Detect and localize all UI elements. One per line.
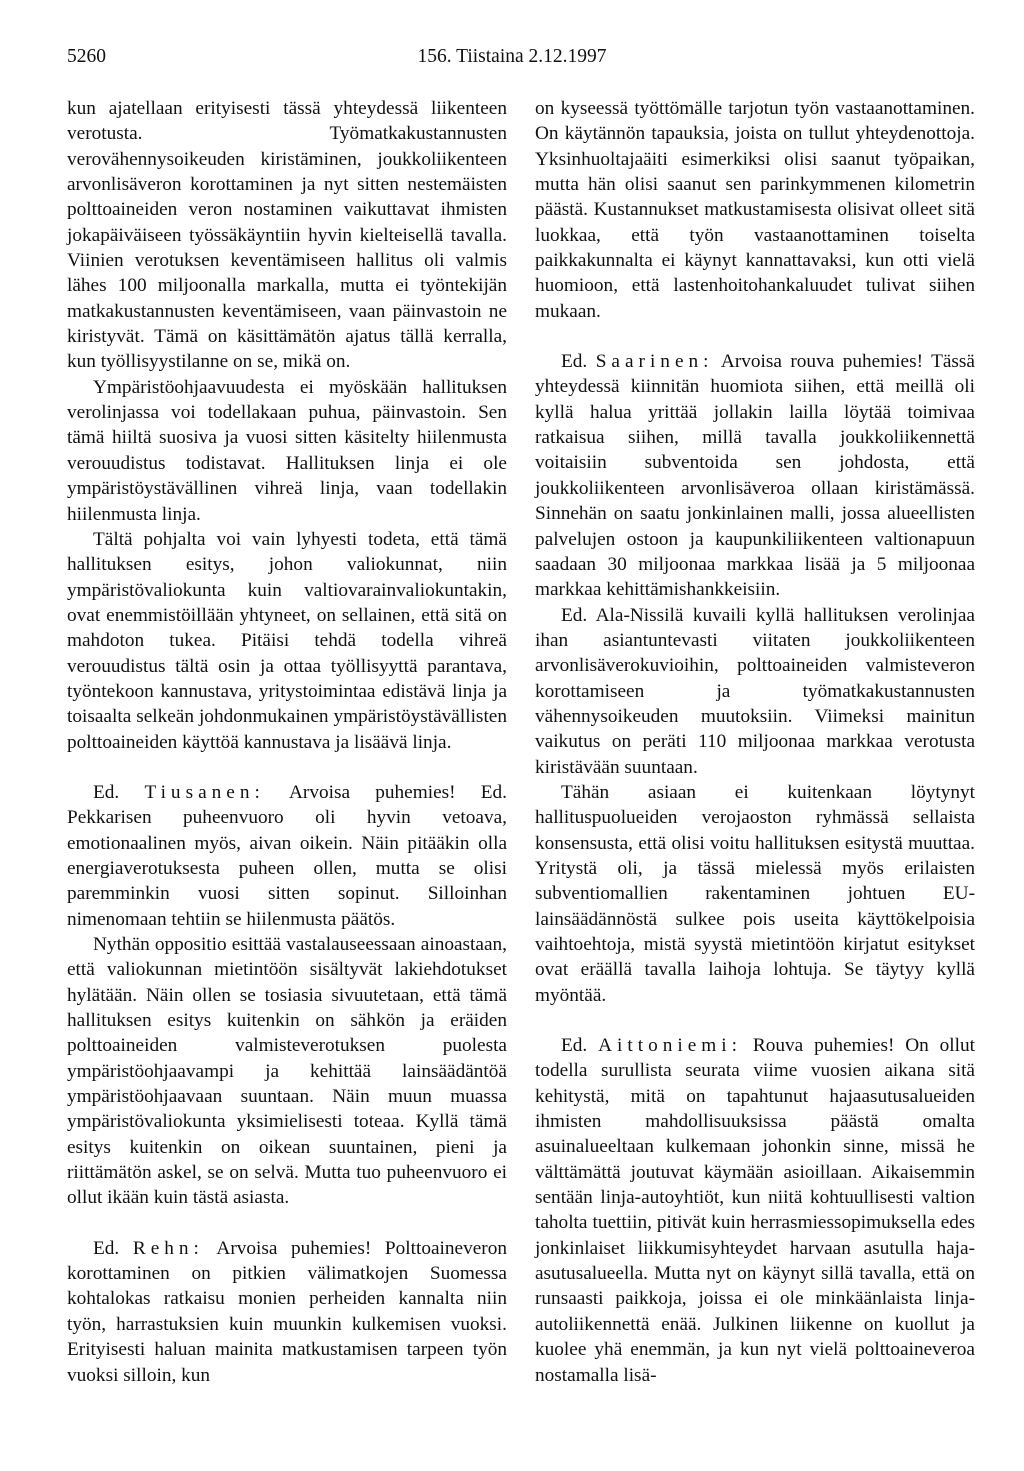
paragraph: Tähän asiaan ei kuitenkaan löytynyt hallituspuolueiden verojaoston ryhmässä sellaista konsensusta, että olisi voitu hallituksen esitystä muuttaa. Yritystä oli, ja tässä mielessä myös erilaisten subventiomallien rakentaminen johtuen EU-lainsäädännöstä sulkee pois useita käyttökelpoisia vaihtoehtoja, mistä syystä mietintöön kirjatut esitykset ovat eräällä tavalla laihoja lohtuja. Se täytyy kyllä myöntää. xyxy=(535,781,975,1006)
speech-rehn xyxy=(67,1236,507,1388)
speaker-name: Tiusanen: xyxy=(144,781,265,803)
speaker-name: Rehn: xyxy=(132,1237,204,1259)
speech-aittoniemi xyxy=(535,1033,975,1388)
paragraph: Nythän oppositio esittää vastalauseessaan ainoastaan, että valiokunnan mietintöön sisältyvät lakiehdotukset hylätään. Näin ollen se tosiasia sivuutetaan, että tämä hallituksen esitys kuitenkin on sähkön ja eräiden polttoaineiden valmisteverotuksen puolesta ympäristöohjaavampi ja kehittää lainsäädäntöä ympäristöohjaavaan suuntaan. Näin muun muassa ympäristövaliokunta yksimielisesti toteaa. Kyllä tämä esitys kuitenkin on oikean suuntainen, pieni ja riittämätön askel, se on selvä. Mutta tuo puheenvuoro ei ollut ikään kuin tästä asiasta. xyxy=(67,934,507,1209)
speaker-prefix: Ed. xyxy=(93,1237,120,1259)
left-column xyxy=(67,96,507,1388)
speech-saarinen xyxy=(535,349,975,602)
paragraph: Ympäristöohjaavuudesta ei myöskään hallituksen verolinjassa voi todellakaan puhua, päinvastoin. Sen tämä hiiltä suosiva ja vuosi sitten käsitelty hiilenmusta verouudistus todistavat. Hallituksen linja ei ole ympäristöystävällinen vihreä linja, vaan todellakin hiilenmusta linja. xyxy=(67,376,507,525)
paragraph: Tältä pohjalta voi vain lyhyesti todeta, että tämä hallituksen esitys, johon valiokunnat, niin ympäristövaliokunta kuin valtiovarainvaliokuntakin, ovat enemmistöillään yhtyneet, on sellainen, että sitä on mahdoton tukea. Pitäisi tehdä todella vihreä verouudistus tältä osin ja ottaa työllisyyttä parantava, työntekoon kannustava, yritystoimintaa edistävä linja ja toisaalta selkeän johdonmukainen ympäristöystävällisten polttoaineiden käyttöä kannustava ja lisäävä linja. xyxy=(67,528,507,753)
running-title: 156. Tiistaina 2.12.1997 xyxy=(417,46,607,67)
speaker-prefix: Ed. xyxy=(93,781,120,803)
speech-text: Arvoisa puhemies! Ed. Pekkarisen puheenvuoro oli hyvin vetoava, emotionaalinen myös, aivan oikein. Näin pitääkin olla energiaverotuksesta puheen ollen, mutta se olisi paremminkin vuosi sitten sopinut. Silloinhan nimenomaan tehtiin se hiilenmusta päätös. xyxy=(67,781,507,930)
page-header xyxy=(67,46,957,76)
speaker-prefix: Ed. xyxy=(561,1035,588,1057)
speaker-prefix: Ed. xyxy=(561,351,588,373)
paragraph: Ed. Ala-Nissilä kuvaili kyllä hallituksen verolinjaa ihan asiantuntevasti viitaten joukkoliikenteen arvonlisäverokuvioihin, polttoaineiden valmisteveron korottamiseen ja työmatkakustannusten vähennysoikeuden muutoksiin. Viimeksi mainitun vaikutus on peräti 110 miljoonaa markkaa verotusta kiristävään suuntaan. xyxy=(535,604,975,778)
speech-text: Arvoisa puhemies! Polttoaineveron korottaminen on pitkien välimatkojen Suomessa kohtalokas ratkaisu monien perheiden kannalta niin työn, harrastuksien kuin muunkin kulkemisen vuoksi. Erityisesti haluan mainita matkustamisen tarpeen työn vuoksi silloin, kun xyxy=(67,1237,507,1386)
speech-text: Rouva puhemies! On ollut todella surullista seurata viime vuosien aikana sitä kehitystä, mitä on tapahtunut hajaasutusalueiden ihmisten mahdollisuuksissa päästä omalta asuinalueeltaan kulkemaan johonkin sinne, missä he välttämättä joutuvat käymään asioillaan. Aikaisemmin sentään linja-autoyhtiöt, kun niitä kohtuullisesti valtion taholta tuettiin, pitivät kuin herrasmiessopimuksella edes jonkinlaiset liikkumisyhteydet harvaan asutulla haja-asutusalueella. Mutta nyt on käynyt sillä tavalla, että on runsaasti paikkoja, joissa ei ole minkäänlaista linja-autoliikennettä enää. Julkinen liikenne on kuollut ja kuolee yhä enemmän, ja kun nyt vielä polttoaineveroa nostamalla lisä- xyxy=(535,1035,975,1386)
paragraph: kun ajatellaan erityisesti tässä yhteydessä liikenteen verotusta. Työmatkakustannusten verovähennysoikeuden kiristäminen, joukkoliikenteen arvonlisäveron korottaminen ja nyt sitten nestemäisten polttoaineiden veron nostaminen vaikuttavat ihmisten jokapäiväiseen työssäkäyntiin hyvin kielteisellä tavalla. Viinien verotuksen keventämiseen hallitus oli valmis lähes 100 miljoonalla markalla, mutta ei työntekijän matkakustannusten keventämiseen, vaan päinvastoin ne kiristyvät. Tämä on käsittämätön ajatus tällä kerralla, kun työllisyystilanne on se, mikä on. xyxy=(67,98,507,373)
speech-tiusanen xyxy=(67,780,507,932)
paragraph: on kyseessä työttömälle tarjotun työn vastaanottaminen. On käytännön tapauksia, joista on tullut yhteydenottoja. Yksinhuoltajaäiti esimerkiksi olisi saanut työpaikan, mutta hän olisi saanut sen parinkymmenen kilometrin päästä. Kustannukset matkustamisesta olisivat olleet sitä luokkaa, että työn vastaanottaminen toiselta paikkakunnalta ei käynyt kannattavaksi, kun otti vielä huomioon, että lastenhoitohankaluudet tulivat siihen mukaan. xyxy=(535,98,975,322)
speaker-name: Aittoniemi: xyxy=(598,1035,743,1057)
right-column xyxy=(535,96,975,1388)
speaker-name: Saarinen: xyxy=(595,351,714,373)
page-number: 5260 xyxy=(67,46,106,67)
speech-text: Arvoisa rouva puhemies! Tässä yhteydessä kiinnitän huomiota siihen, että meillä oli kyllä halua yrittää jollakin lailla löytää toimivaa ratkaisua siihen, millä tavalla joukkoliikennettä voitaisiin subventoida sen johdosta, että joukkoliikenteen arvonlisäveroa ollaan kiristämässä. Sinnehän on saatu jonkinlainen malli, jossa alueellisten palvelujen ostoon ja kaupunkiliikenteen valtionapuun saadaan 30 miljoonaa markkaa lisää ja 5 miljoonaa markkaa kehittämishankkeisiin. xyxy=(535,351,975,601)
